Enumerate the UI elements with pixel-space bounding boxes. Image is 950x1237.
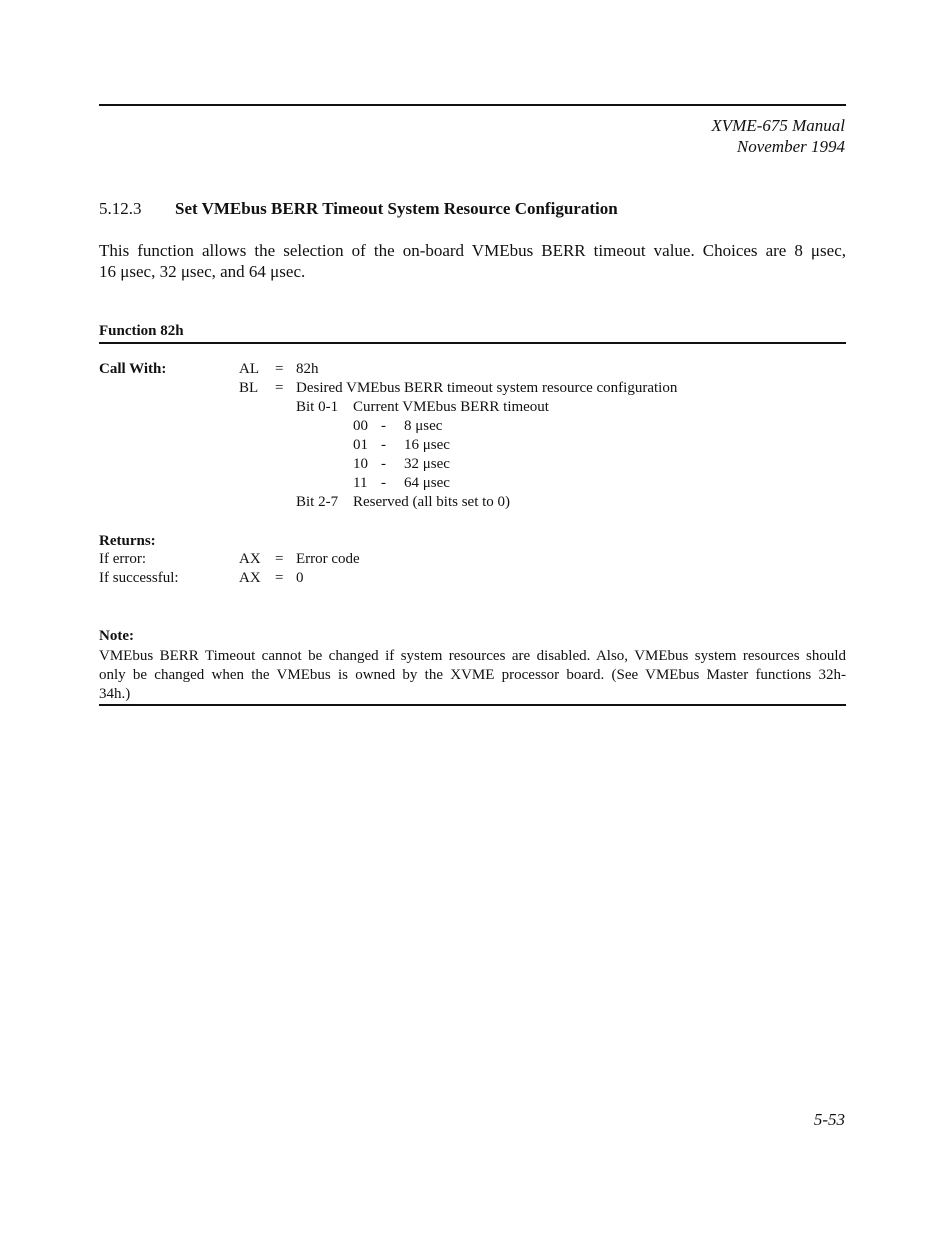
- call-with-label: Call With:: [99, 361, 167, 377]
- option-dash: -: [381, 456, 386, 472]
- note-label: Note:: [99, 628, 134, 644]
- al-value: 82h: [296, 361, 319, 377]
- manual-date: November 1994: [736, 137, 845, 156]
- intro-line-2: 16 μsec, 32 μsec, and 64 μsec.: [99, 262, 306, 281]
- header-rule: [99, 104, 846, 106]
- register-al: AL: [239, 361, 259, 377]
- option-code: 01: [353, 437, 368, 453]
- option-code: 10: [353, 456, 368, 472]
- register-bl: BL: [239, 380, 259, 396]
- option-value: 64 μsec: [404, 475, 450, 491]
- returns-label: Returns:: [99, 533, 156, 549]
- equals-sign: =: [275, 361, 284, 377]
- section-title: Set VMEbus BERR Timeout System Resource Configuration: [175, 199, 618, 218]
- bl-value: Desired VMEbus BERR timeout system resource configuration: [296, 380, 678, 396]
- note-line-2: only be changed when the VMEbus is owned by the XVME processor board. (See VMEbus Master functions 32h-: [99, 667, 846, 683]
- option-value: 32 μsec: [404, 456, 450, 472]
- if-success-label: If successful:: [99, 570, 179, 586]
- bit27-label: Bit 2-7: [296, 494, 339, 510]
- manual-title: XVME-675 Manual: [711, 116, 845, 135]
- error-value: Error code: [296, 551, 360, 567]
- option-dash: -: [381, 475, 386, 491]
- note-line-3: 34h.): [99, 686, 131, 702]
- register-ax: AX: [239, 570, 261, 586]
- note-line-1: VMEbus BERR Timeout cannot be changed if system resources are disabled. Also, VMEbus system resources should: [99, 648, 846, 664]
- if-error-label: If error:: [99, 551, 147, 567]
- function-title: Function 82h: [99, 323, 184, 339]
- option-dash: -: [381, 437, 386, 453]
- note-bottom-rule: [99, 704, 846, 706]
- option-dash: -: [381, 418, 386, 434]
- option-value: 16 μsec: [404, 437, 450, 453]
- equals-sign: =: [275, 570, 284, 586]
- bit01-label: Bit 0-1: [296, 399, 339, 415]
- option-code: 00: [353, 418, 368, 434]
- section-number: 5.12.3: [99, 199, 142, 218]
- equals-sign: =: [275, 551, 284, 567]
- success-value: 0: [296, 570, 304, 586]
- option-code: 11: [353, 475, 368, 491]
- register-ax: AX: [239, 551, 261, 567]
- equals-sign: =: [275, 380, 284, 396]
- option-value: 8 μsec: [404, 418, 443, 434]
- function-top-rule: [99, 342, 846, 344]
- page-number: 5-53: [813, 1110, 845, 1129]
- bit01-desc: Current VMEbus BERR timeout: [353, 399, 549, 415]
- intro-line-1: This function allows the selection of the on-board VMEbus BERR timeout value. Choices are 8 μsec,: [99, 241, 846, 260]
- bit27-desc: Reserved (all bits set to 0): [353, 494, 511, 510]
